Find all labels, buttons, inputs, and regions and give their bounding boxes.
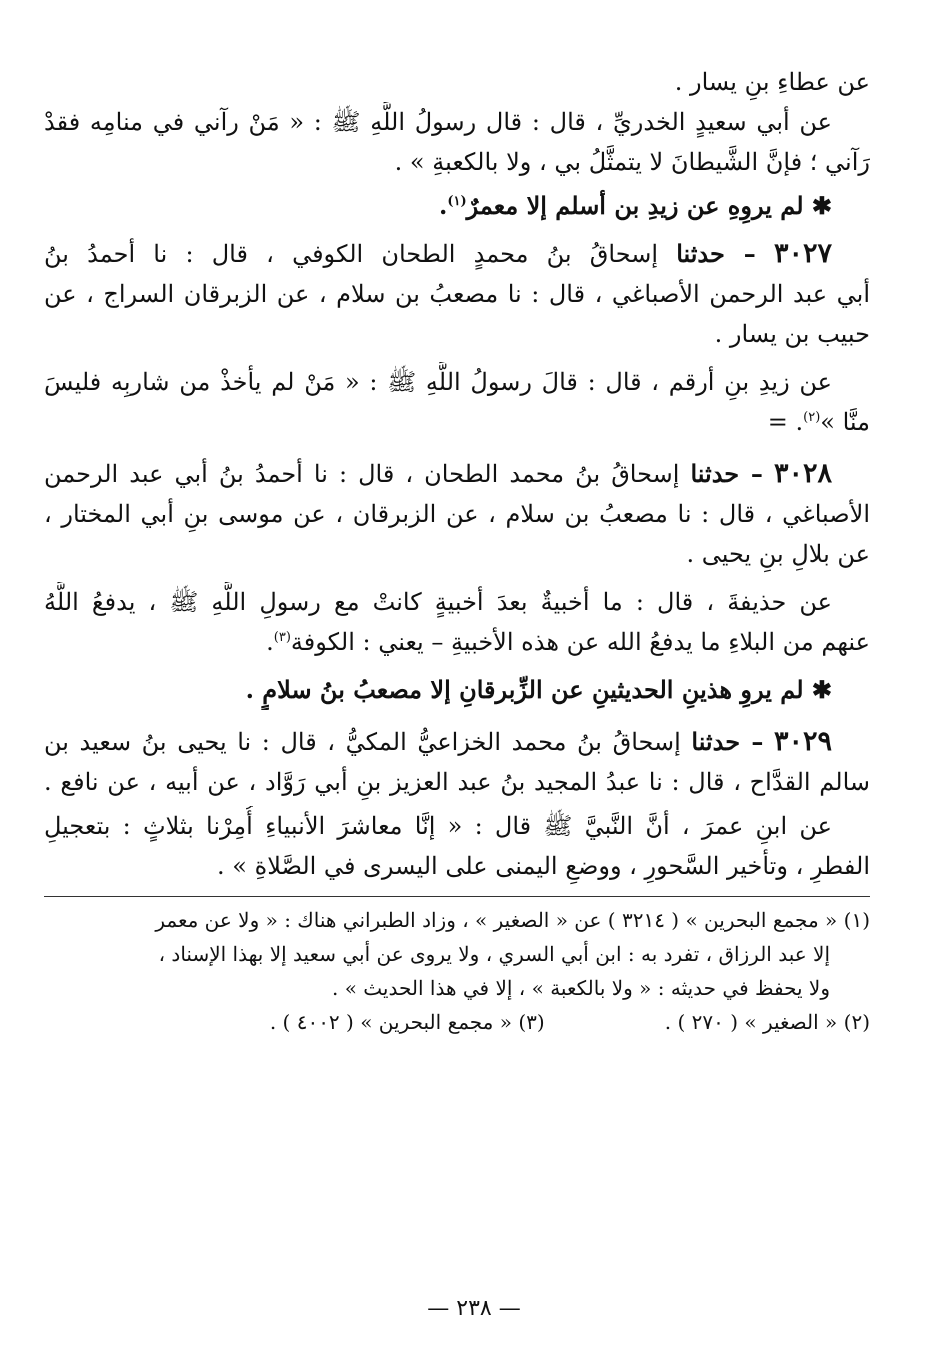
hadith-text: منَّا » (820, 408, 870, 436)
footnote-text: « مجمع البحرين » ( ٤٠٠٢ ) . (269, 1010, 512, 1034)
editor-note-text: لم يروِهِ عن زيدِ بن أسلم إلا معمرٌ (466, 191, 804, 220)
footnote-line: ولا يحفظ في حديثه : « ولا بالكعبة » ، إلا في هذا الحديث » . (331, 976, 830, 1000)
editor-note-text: لم يروِ هذينِ الحديثينِ عن الزِّبرقانِ إلا مصعبُ بنُ سلامٍ . (245, 675, 804, 704)
star-icon: ✱ (811, 675, 832, 704)
isnad-line: حبيب بن يسار . (714, 320, 870, 348)
hadith-text: عنهم من البلاءِ ما يدفعُ الله عن هذه الأخبيةِ – يعني : الكوفة (290, 628, 870, 656)
hadith-text-line: عن حذيفةَ ، قال : ما أخبيةٌ بعدَ أخبيةٍ كانتْ مع رسولِ اللَّهِ ﷺ ، يدفعُ اللَّهُ (44, 588, 832, 616)
star-icon: ✱ (811, 191, 832, 220)
hadith-isnad-line (44, 234, 870, 274)
isnad-text: إسحاقُ بنُ محمد الطحان ، قال : نا أحمدُ بنُ أبي عبد الرحمن (44, 460, 680, 488)
hadith-text-line: الفطرِ ، وتأخير السَّحورِ ، ووضعِ اليمنى على اليسرى في الصَّلاةِ » . (217, 852, 870, 880)
punctuation: . (266, 628, 274, 656)
hadith-number: ٣٠٢٧ (773, 238, 832, 269)
text-line: عن عطاءِ بنِ يسار . (674, 68, 870, 96)
hadith-text-line: رَآني ؛ فإنَّ الشَّيطانَ لا يتمثَّلُ بي ، ولا بالكعبةِ » . (394, 148, 870, 176)
hadith-number: ٣٠٢٨ (773, 458, 832, 489)
footnote-line: إلا عبد الرزاق ، تفرد به : ابن أبي السري ، ولا يروى عن أبي سعيد إلا بهذا الإسناد ، (158, 942, 830, 966)
hadith-text-line: عن ابنِ عمرَ ، أنَّ النَّبيَّ ﷺ قال : « إنَّا معاشرَ الأنبياءِ أُمِرْنا بثلاثٍ : بتعجيلِ (44, 812, 832, 840)
isnad-line: سالم القدَّاح ، قال : نا عبدُ المجيد بنُ عبد العزيز بنِ أبي رَوَّاد ، عن أبيه ، عن نافع . (44, 768, 870, 796)
footnote-marker: (٢) (843, 1010, 870, 1034)
punctuation: . = (767, 408, 804, 436)
footnote-text: « الصغير » ( ٢٧٠ ) . (664, 1010, 838, 1034)
footnote-line (44, 903, 870, 937)
footnote-line (44, 1005, 870, 1039)
hadith-number: ٣٠٢٩ (773, 726, 832, 757)
footnote-divider (44, 896, 870, 897)
editor-note (44, 670, 870, 710)
isnad-start: – حدثنا (690, 459, 763, 488)
footnote-text: « مجمع البحرين » ( ٣٢١٤ ) عن « الصغير » ، وزاد الطبراني هناك : « ولا عن معمر (155, 908, 838, 932)
isnad-line: الأصباغي ، قال : نا مصعبُ بن سلام ، عن الزبرقان ، عن موسى بنِ أبي المختار ، (44, 500, 870, 528)
footnote-ref: (١) (447, 194, 467, 209)
footnote-ref: (٢) (803, 410, 821, 425)
hadith-text-line (44, 402, 870, 442)
isnad-text: إسحاقُ بنُ محمد الخزاعيُّ المكيُّ ، قال : نا يحيى بنُ سعيد بن (44, 728, 681, 756)
isnad-line: عن بلالِ بنِ يحيى . (686, 540, 870, 568)
footnote-marker: (١) (843, 908, 870, 932)
isnad-line: أبي عبد الرحمن الأصباغي ، قال : نا مصعبُ بن سلام ، عن الزبرقان السراج ، عن (44, 280, 870, 308)
isnad-start: – حدثنا (691, 727, 764, 756)
footnote-ref: (٣) (273, 630, 291, 645)
hadith-isnad-line (44, 454, 870, 494)
hadith-isnad-line (44, 722, 870, 762)
isnad-start: – حدثنا (676, 239, 756, 268)
page-number: — ٢٣٨ — (427, 1296, 521, 1321)
hadith-text-line: عن أبي سعيدٍ الخدريِّ ، قال : قال رسولُ اللَّهِ ﷺ : « مَنْ رآني في منامِه فقدْ (44, 108, 832, 136)
isnad-text: إسحاقُ بنُ محمدٍ الطحان الكوفي ، قال : نا أحمدُ بنُ (44, 240, 658, 268)
hadith-text-line: عن زيدِ بنِ أرقم ، قال : قالَ رسولُ اللَّهِ ﷺ : « مَنْ لم يأخذْ من شاربِه فليسَ (44, 368, 832, 396)
hadith-text-line (44, 622, 870, 662)
punctuation: . (439, 191, 448, 220)
footnote-marker: (٣) (518, 1010, 545, 1034)
editor-note (44, 186, 870, 226)
